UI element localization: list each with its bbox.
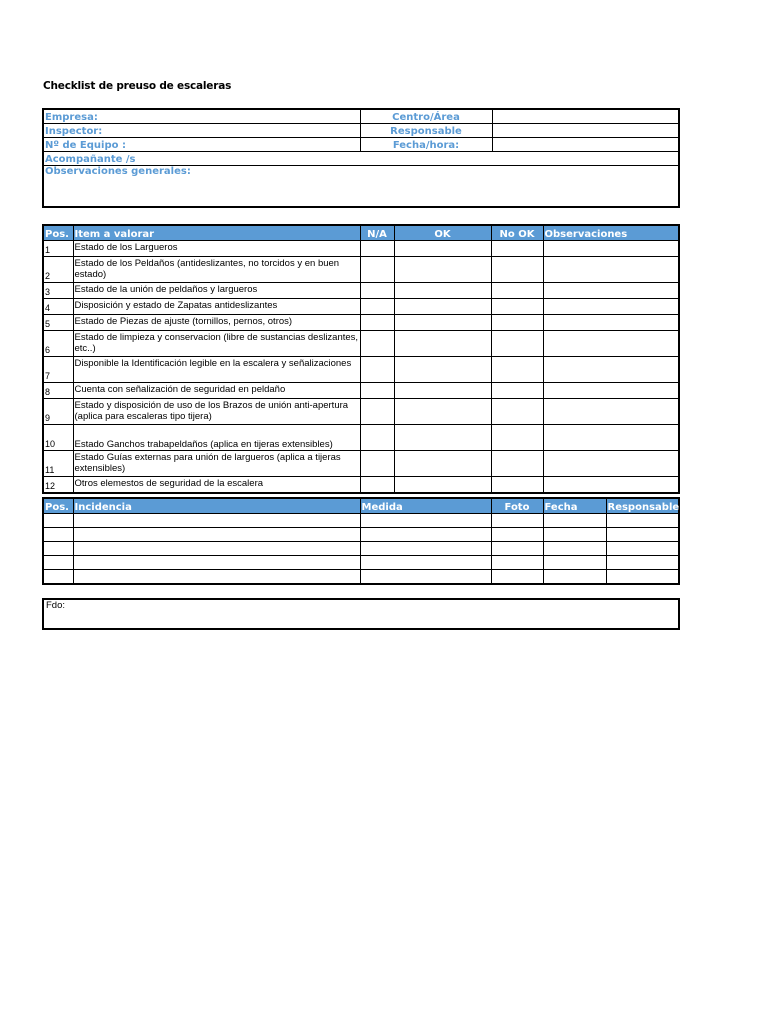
cell[interactable]	[43, 528, 73, 542]
acompanante-label: Acompañante /s	[43, 152, 679, 166]
cell-nook[interactable]	[491, 315, 543, 331]
col-item: Item a valorar	[73, 225, 360, 241]
empresa-label: Empresa:	[43, 109, 360, 124]
incident-row	[43, 570, 679, 585]
row-item: Estado de los Largueros	[73, 241, 360, 257]
cell-obs[interactable]	[543, 315, 679, 331]
cell-obs[interactable]	[543, 477, 679, 494]
row-pos: 9	[43, 399, 73, 425]
fecha-hora-label: Fecha/hora:	[360, 138, 492, 152]
cell[interactable]	[606, 556, 679, 570]
row-item: Estado de Piezas de ajuste (tornillos, pernos, otros)	[73, 315, 360, 331]
cell-obs[interactable]	[543, 425, 679, 451]
cell-na[interactable]	[360, 451, 394, 477]
cell-na[interactable]	[360, 399, 394, 425]
cell-ok[interactable]	[394, 241, 491, 257]
cell-nook[interactable]	[491, 331, 543, 357]
cell-na[interactable]	[360, 315, 394, 331]
centro-value[interactable]	[492, 109, 679, 124]
cell[interactable]	[43, 556, 73, 570]
col-observaciones: Observaciones	[543, 225, 679, 241]
cell-na[interactable]	[360, 331, 394, 357]
row-item: Disposición y estado de Zapatas antideslizantes	[73, 299, 360, 315]
cell-obs[interactable]	[543, 331, 679, 357]
col-foto: Foto	[491, 498, 543, 514]
row-item: Estado Guías externas para unión de largueros (aplica a tijeras extensibles)	[73, 451, 360, 477]
responsable-value[interactable]	[492, 124, 679, 138]
cell-ok[interactable]	[394, 451, 491, 477]
responsable-label: Responsable	[360, 124, 492, 138]
row-pos: 7	[43, 357, 73, 383]
cell[interactable]	[360, 542, 491, 556]
cell-na[interactable]	[360, 425, 394, 451]
row-pos: 3	[43, 283, 73, 299]
row-pos: 11	[43, 451, 73, 477]
cell[interactable]	[73, 528, 360, 542]
row-pos: 10	[43, 425, 73, 451]
cell-nook[interactable]	[491, 399, 543, 425]
cell-obs[interactable]	[543, 299, 679, 315]
cell-obs[interactable]	[543, 241, 679, 257]
cell-na[interactable]	[360, 383, 394, 399]
cell[interactable]	[43, 542, 73, 556]
cell-na[interactable]	[360, 477, 394, 494]
cell[interactable]	[43, 570, 73, 585]
cell-na[interactable]	[360, 241, 394, 257]
cell-ok[interactable]	[394, 383, 491, 399]
cell[interactable]	[543, 528, 606, 542]
incident-row	[43, 528, 679, 542]
incidents-table	[42, 497, 680, 585]
col-fecha: Fecha	[543, 498, 606, 514]
cell[interactable]	[73, 542, 360, 556]
cell-obs[interactable]	[543, 357, 679, 383]
cell[interactable]	[543, 542, 606, 556]
cell-nook[interactable]	[491, 425, 543, 451]
col-pos: Pos.	[43, 498, 73, 514]
fecha-hora-value[interactable]	[492, 138, 679, 152]
cell[interactable]	[360, 514, 491, 528]
cell[interactable]	[73, 556, 360, 570]
row-pos: 6	[43, 331, 73, 357]
cell[interactable]	[73, 514, 360, 528]
cell-ok[interactable]	[394, 315, 491, 331]
info-table	[42, 108, 680, 208]
cell-na[interactable]	[360, 257, 394, 283]
cell-ok[interactable]	[394, 357, 491, 383]
cell[interactable]	[606, 528, 679, 542]
document-title: Checklist de preuso de escaleras	[43, 80, 232, 92]
cell-nook[interactable]	[491, 299, 543, 315]
cell[interactable]	[491, 514, 543, 528]
cell-obs[interactable]	[543, 383, 679, 399]
row-item: Cuenta con señalización de seguridad en peldaño	[73, 383, 360, 399]
row-item: Estado de limpieza y conservacion (libre de sustancias deslizantes, etc..)	[73, 331, 360, 357]
cell-nook[interactable]	[491, 383, 543, 399]
row-item: Estado de los Peldaños (antideslizantes, no torcidos y en buen estado)	[73, 257, 360, 283]
cell-nook[interactable]	[491, 283, 543, 299]
col-medida: Medida	[360, 498, 491, 514]
equipo-label: Nº de Equipo :	[43, 138, 360, 152]
row-item: Estado Ganchos trabapeldaños (aplica en tijeras extensibles)	[73, 425, 360, 451]
cell-obs[interactable]	[543, 451, 679, 477]
col-incidencia: Incidencia	[73, 498, 360, 514]
cell[interactable]	[491, 528, 543, 542]
cell-nook[interactable]	[491, 257, 543, 283]
row-item: Estado de la unión de peldaños y largueros	[73, 283, 360, 299]
row-pos: 5	[43, 315, 73, 331]
cell[interactable]	[73, 570, 360, 585]
cell[interactable]	[491, 556, 543, 570]
row-pos: 12	[43, 477, 73, 494]
row-item: Estado y disposición de uso de los Brazos de unión anti-apertura (aplica para escaleras tipo tijera)	[73, 399, 360, 425]
cell-obs[interactable]	[543, 257, 679, 283]
col-responsable: Responsable	[606, 498, 679, 514]
col-ok: OK	[394, 225, 491, 241]
col-nook: No OK	[491, 225, 543, 241]
cell-ok[interactable]	[394, 425, 491, 451]
cell-na[interactable]	[360, 283, 394, 299]
signature-box[interactable]	[42, 598, 680, 630]
cell-nook[interactable]	[491, 477, 543, 494]
cell[interactable]	[43, 514, 73, 528]
cell[interactable]	[360, 570, 491, 585]
cell-na[interactable]	[360, 299, 394, 315]
row-pos: 8	[43, 383, 73, 399]
cell-ok[interactable]	[394, 331, 491, 357]
cell-ok[interactable]	[394, 477, 491, 494]
cell[interactable]	[491, 542, 543, 556]
centro-label: Centro/Área	[360, 109, 492, 124]
incident-row	[43, 542, 679, 556]
cell[interactable]	[543, 514, 606, 528]
row-item: Disponible la Identificación legible en la escalera y señalizaciones	[73, 357, 360, 383]
cell[interactable]	[606, 514, 679, 528]
cell[interactable]	[491, 570, 543, 585]
cell-nook[interactable]	[491, 451, 543, 477]
row-pos: 4	[43, 299, 73, 315]
col-pos: Pos.	[43, 225, 73, 241]
cell[interactable]	[606, 542, 679, 556]
incident-row	[43, 514, 679, 528]
cell-ok[interactable]	[394, 299, 491, 315]
cell-nook[interactable]	[491, 241, 543, 257]
row-pos: 2	[43, 257, 73, 283]
cell-nook[interactable]	[491, 357, 543, 383]
cell[interactable]	[543, 570, 606, 585]
cell[interactable]	[360, 528, 491, 542]
signature-label: Fdo:	[46, 600, 66, 611]
checklist-table	[42, 224, 680, 494]
cell-obs[interactable]	[543, 283, 679, 299]
col-na: N/A	[360, 225, 394, 241]
cell-ok[interactable]	[394, 283, 491, 299]
cell[interactable]	[543, 556, 606, 570]
inspector-label: Inspector:	[43, 124, 360, 138]
row-item: Otros elemestos de seguridad de la escalera	[73, 477, 360, 494]
row-pos: 1	[43, 241, 73, 257]
checklist-header-row	[43, 225, 679, 241]
cell-ok[interactable]	[394, 257, 491, 283]
cell-na[interactable]	[360, 357, 394, 383]
incident-row	[43, 556, 679, 570]
cell[interactable]	[360, 556, 491, 570]
cell-ok[interactable]	[394, 399, 491, 425]
cell-obs[interactable]	[543, 399, 679, 425]
observaciones-label: Observaciones generales:	[43, 166, 679, 208]
cell[interactable]	[606, 570, 679, 585]
incidents-header-row	[43, 498, 679, 514]
